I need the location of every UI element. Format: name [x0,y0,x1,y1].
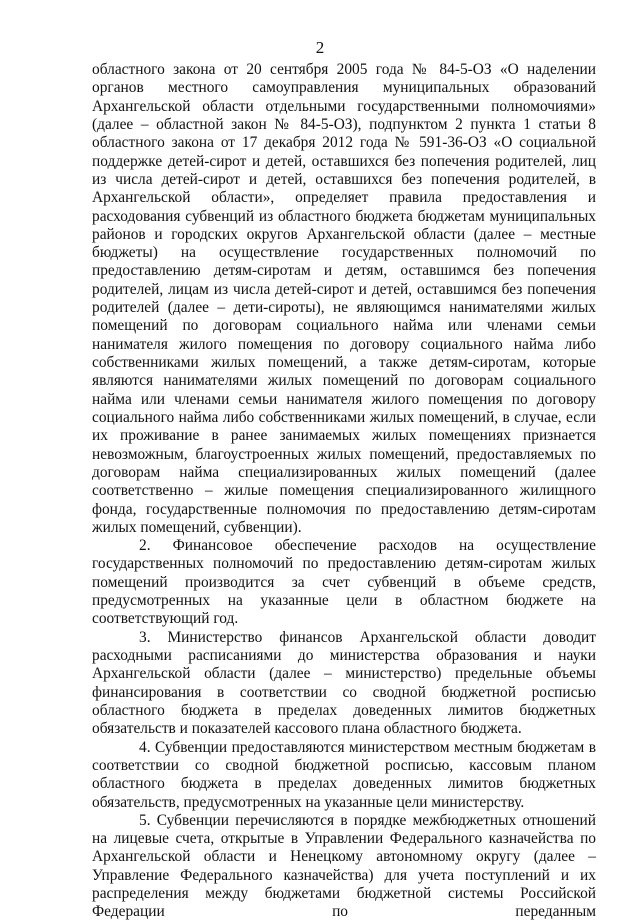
paragraph-item-5: 5. Субвенции перечисляются в порядке межбюджетных отношений на лицевые счета, открытые в Управлении Федерального казначейства по Архангельской области и Ненецкому автономному округу (далее – Управление Федерального казначейства) для учета поступлений и их распределения между бюджетами бюджетной системы Российской Федерации по переданным [92,811,596,921]
page-number: 2 [315,38,325,57]
paragraph-item-4: 4. Субвенции предоставляются министерством местным бюджетам в соответствии со сводной бюджетной росписью, кассовым планом областного бюджета в пределах доведенных лимитов бюджетных обязательств, предусмотренных на указанные цели министерству. [92,738,596,811]
paragraph-item-2: 2. Финансовое обеспечение расходов на осуществление государственных полномочий по предоставлению детям-сиротам жилых помещений производится за счет субвенций в объеме средств, предусмотренных на указанные цели в областном бюджете на соответствующий год. [92,537,596,628]
document-body [92,61,596,922]
paragraph-item-3: 3. Министерство финансов Архангельской области доводит расходными расписаниями до министерства образования и науки Архангельской области (далее – министерство) предельные объемы финансирования в соответствии со сводной бюджетной росписью областного бюджета в пределах доведенных лимитов бюджетных обязательств и показателей кассового плана областного бюджета. [92,628,596,738]
paragraph-1-continuation: областного закона от 20 сентября 2005 года № 84-5-ОЗ «О наделении органов местного самоуправления муниципальных образований Архангельской области отдельными государственными полномочиями» (далее – областной закон № 84-5-ОЗ), подпунктом 2 пункта 1 статьи 8 областного закона от 17 декабря 2012 года № 591-36-ОЗ «О социальной поддержке детей-сирот и детей, оставшихся без попечения родителей, лиц из числа детей-сирот и детей, оставшихся без попечения родителей, в Архангельской области», определяет правила предоставления и расходования субвенций из областного бюджета бюджетам муниципальных районов и городских округов Архангельской области (далее – местные бюджеты) на осуществление государственных полномочий по предоставлению детям-сиротам и детям, оставшимся без попечения родителей, лицам из числа детей-сирот и детей, оставшимся без попечения родителей (далее – дети-сироты), не являющимся нанимателями жилых помещений по договорам социального найма или членами семьи нанимателя жилого помещения по договору социального найма либо собственниками жилых помещений, а также детям-сиротам, которые являются нанимателями жилых помещений по договорам социального найма или членами семьи нанимателя жилого помещения по договору социального найма либо собственниками жилых помещений, в случае, если их проживание в ранее занимаемых жилых помещениях признается невозможным, благоустроенных жилых помещений, предоставляемых по договорам найма специализированных жилых помещений (далее соответственно – жилые помещения специализированного жилищного фонда, государственные полномочия по предоставлению детям-сиротам жилых помещений, субвенции). [92,61,596,536]
